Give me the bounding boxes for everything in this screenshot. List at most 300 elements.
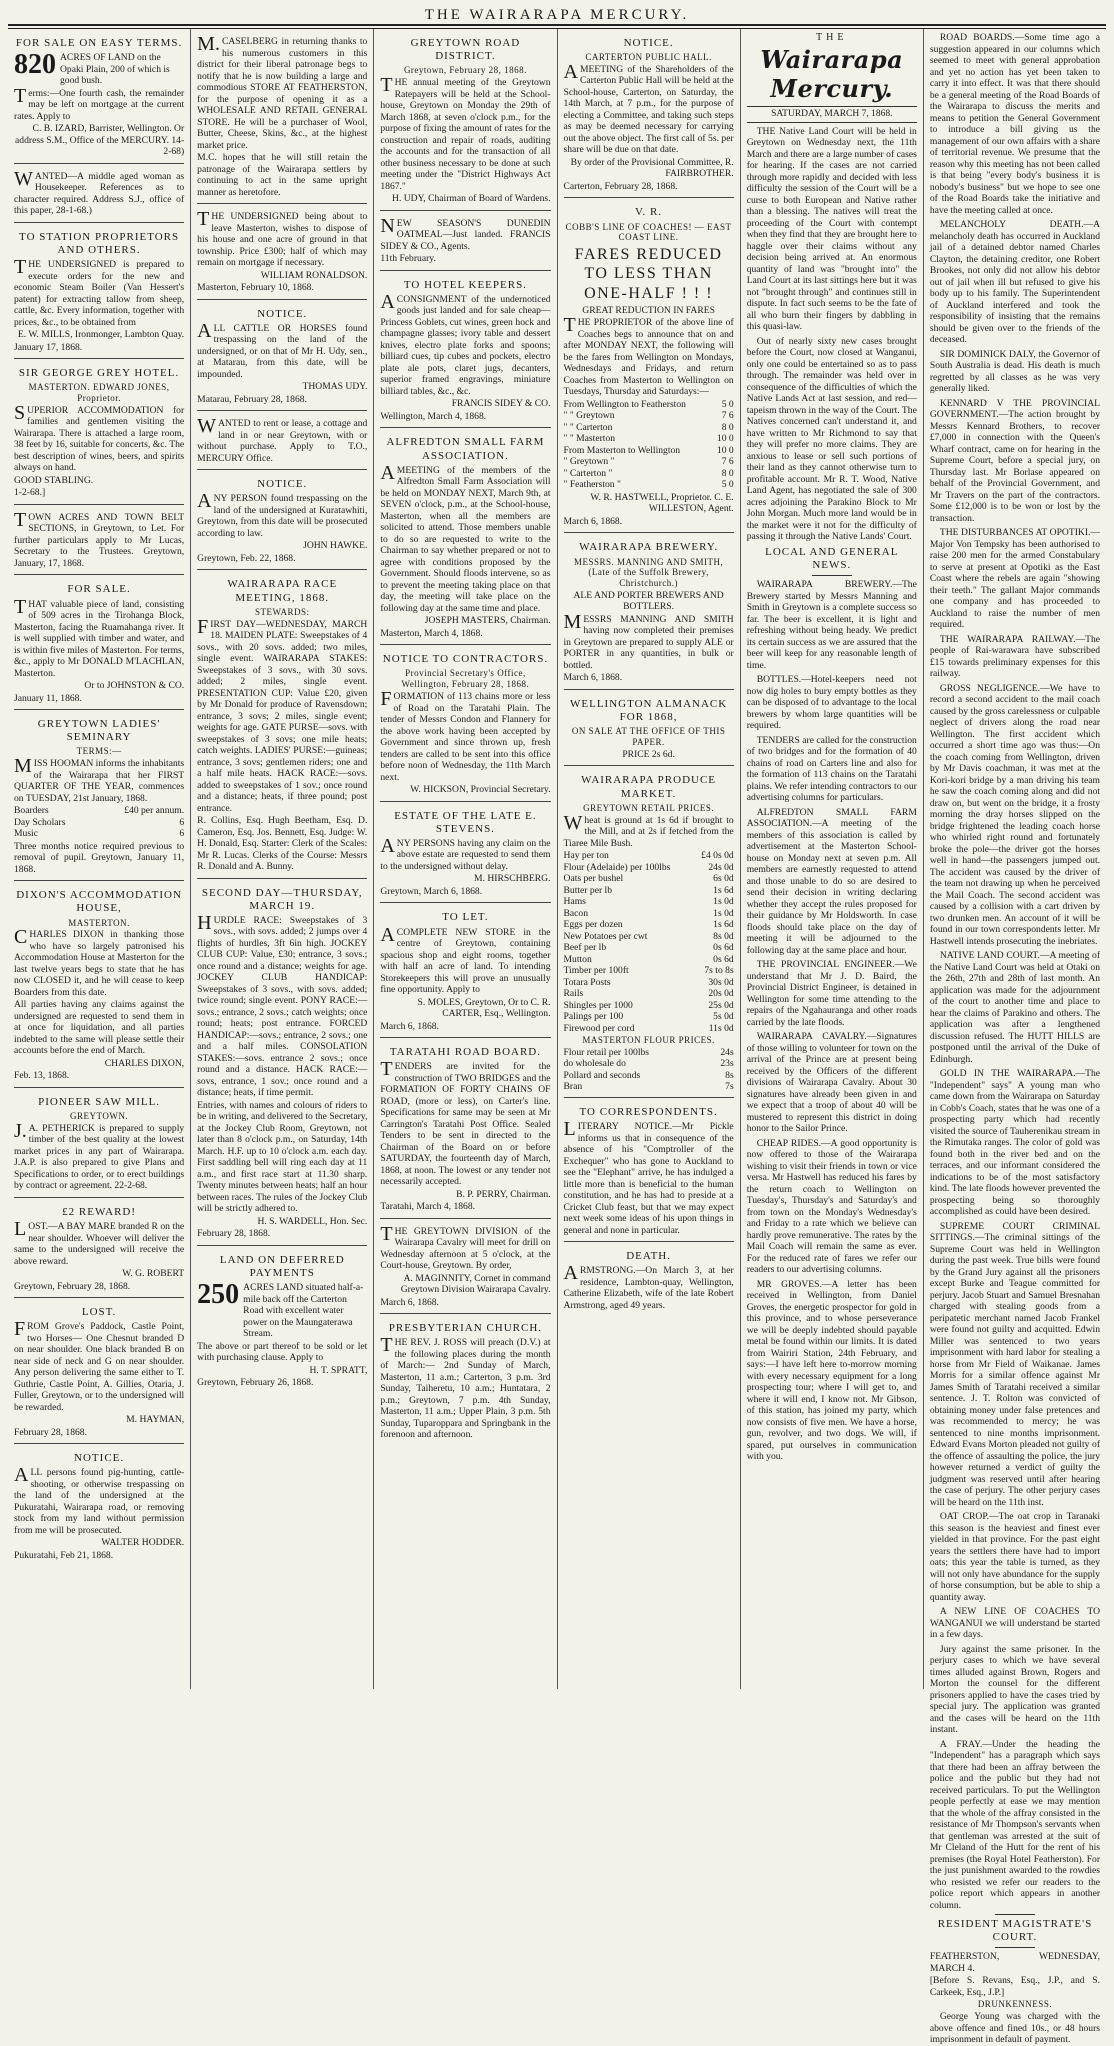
price-item: Totara Posts <box>563 976 611 988</box>
price-item: Firewood per cord <box>563 1022 635 1034</box>
ad-date: March 6, 1868. <box>380 1296 439 1308</box>
advertisement <box>14 1091 184 1198</box>
fare-route: " Featherston " <box>563 479 621 491</box>
ad-extra: R. Collins, Esq. Hugh Beetham, Esq. D. Cameron, Esq. Jos. Bennett, Esq. Judge: W. H. Donald, Esq. Starter: Clerk of the Scales: Mr R. Lucas. Clerks of the Course: Messrs R. Donald and A. Bunny. <box>197 815 368 873</box>
fare-route: From Masterton to Wellington <box>563 444 681 456</box>
news-paragraph: A FRAY.—Under the heading the "Independent" has a paragraph which says that there had been an affray between the police and the public but they had not received particulars. To put the Wellington people perfectly at ease we may mention that the whole of the affray consisted in the resistance of Mr Thompson's servants when that gentleman was arrested at the suit of Mr Cleland of the Hutt for the rent of his premises (the Royal Hotel Featherston). For the just punishment awarded to the rowdies who resisted we refer our readers to the police report which appears in another column. <box>929 1738 1101 1911</box>
divider <box>995 1947 1035 1948</box>
advertisement <box>564 536 734 690</box>
price-item: Flour retail per 100lbs <box>563 1046 650 1058</box>
ad-body: AMEETING of the Shareholders of the Carterton Public Hall will be held at the School-house, Carterton, on Saturday, the 14th March, at 7 p.m., for the purpose of electing a Committee, and taking such steps as may be deemed necessary for carrying out the above object. The first call of 5s. per share will be due on that date. <box>563 60 734 156</box>
ad-body: Terms:—One fourth cash, the remainder may be left on mortgage at the current rates. Apply to <box>14 84 185 122</box>
price-value: 0s 6d <box>713 953 734 965</box>
ad-extra: GOOD STABLING. <box>14 474 94 486</box>
ad-body: ANY PERSONS having any claim on the above estate are requested to send them to the undersigned without delay. <box>380 834 551 872</box>
ad-heading: £2 REWARD! <box>62 1205 137 1218</box>
ad-extra: GREAT REDUCTION IN FARES <box>582 304 715 316</box>
price-value: £4 0s 0d <box>701 850 734 862</box>
ad-heading: WAIRARAPA BREWERY. <box>579 541 719 554</box>
ad-subheading: COBB'S LINE OF COACHES! — EAST COAST LINE. <box>565 221 732 243</box>
editorial-paragraph: Out of nearly sixty new cases brought before the Court, now closed at Wanganui, only one could be entertained so as to pass through. The remainder was held over in consequence of the difficulties of which the Native Lands Act at last session, and red—tapeism thrown in the way of the Court. The Natives concerned can't understand it, and have written to Mr Richmond to say that they will prefer no more claims. They are anxious to lease or sell such portions of their land as they cannot otherwise turn to profitable account. Mr R. T. Wood, Native Land Agent, has negotiated the sale of 300 acres adjoining the Parakino Block to Mr John Morgan. Much more land would be in the market were it not for the difficulty of passing it through the Native Lands' Court. <box>746 335 917 543</box>
ad-date: Matarau, February 28, 1868. <box>197 393 307 405</box>
ad-body: AMEETING of the members of the Alfredton Small Farm Association will be held on MONDAY NEXT, March 9th, at SEVEN o'clock, p.m., at the School-house, Masterton, when all the members are solicited to attend. Those members unable to do so are requested to write to the Chairman to say whether prepared or not to agree with conditions proposed by the Government. Should floods intervene, so as to prevent the meeting taking place on that day, the meeting will take place on the following day at the same time and place. <box>380 461 551 614</box>
price-row <box>564 931 734 943</box>
price-item: Mutton <box>563 953 592 965</box>
ad-date: March 6, 1868. <box>380 1020 439 1032</box>
ad-signature: H. S. WARDELL, Hon. Sec. <box>257 1215 368 1227</box>
price-item: Day Scholars <box>14 816 66 828</box>
news-paragraph: MELANCHOLY DEATH.—A melancholy death has occurred in Auckland jail of a detained debtor named Charles Clayton, the detaining creditor, one Robert Brookes, not only did not allow his debtor out of jail when ill but refused to give his body up to his family. The Superintendent of Auckland interfered and took the responsibility of insisting that the remains should be given over to the friends of the deceased. <box>929 219 1101 345</box>
price-item: Timber per 100ft <box>563 965 629 977</box>
price-item: Rails <box>563 988 584 1000</box>
news-paragraph: ALFREDTON SMALL FARM ASSOCIATION.—A meeting of the members of this association is called by advertisement at the Masterton School-house on Monday next at seven p.m. All members are earnestly requested to attend and those unable to do so are desired to send their decision in writing declaring whether they accept the rules proposed for their guidance by Mr Holdsworth. In case floods should take place on the day of meeting it will be adjourned to the following day at the same place and hour. <box>746 806 917 956</box>
ad-subheading: GREYTOWN. <box>70 1111 129 1122</box>
price-value: 7s <box>725 1081 734 1093</box>
ad-date: 1-2-68.] <box>14 487 46 499</box>
price-item: Flour (Adelaide) per 100lbs <box>563 861 671 873</box>
advertisement <box>380 1041 550 1219</box>
price-value: 7s to 8s <box>704 965 734 977</box>
price-row <box>14 828 184 840</box>
price-value: 5s 0d <box>713 1011 734 1023</box>
price-row <box>564 1070 734 1082</box>
ad-heading: ALFREDTON SMALL FARM ASSOCIATION. <box>386 436 545 462</box>
ad-body: TENDERS are invited for the construction of TWO BRIDGES and the FORMATION OF FORTY CHAINS OF ROAD, (more or less), on Carter's line. Specifications for same may be seen at Mr Carrington's Taratahi Post Office. Sealed Tenders to be sent in directed to the Chairman of the Board on or before SATURDAY, the fourteenth day of March, 1868, at noon. The lowest or any tender not necessarily accepted. <box>380 1058 551 1188</box>
price-value: 8s 0d <box>713 930 734 942</box>
price-item: Butter per lb <box>563 884 613 896</box>
ad-heading: NOTICE. <box>74 1452 125 1465</box>
news-paragraph: MR GROVES.—A letter has been received in Wellington, from Daniel Groves, the energetic prospector for gold in this province, and to whose perseverance we will be deeply indebted should payable metal be found within our limits. It is dated from Wairiri Station, 24th February, and says:—I have left here to-morrow morning with every necessary equipment for a long prospecting tour; where I will get to, and where it will end, I know not. Mr Gibson, of this station, has joined my party, which now consists of five men. We have a horse, gun, revolver, and two dogs. We will, if spared, put ourselves in communication with you. <box>746 1278 917 1463</box>
ad-subheading: MASTERTON. <box>68 917 130 928</box>
advertisement <box>564 32 734 198</box>
ad-body: THAT valuable piece of land, consisting of 509 acres in the Tirohanga Block, Masterton, facing the Ruamahanga river. It is well supplied with timber and water, and is within five miles of Masterton. For terms, &c., apply to Mr DONALD M'LACHLAN, Masterton. <box>14 595 185 679</box>
ad-date: Greytown, February 28, 1868. <box>14 1280 131 1292</box>
price-subheading: MASTERTON FLOUR PRICES. <box>582 1035 715 1046</box>
fare-route: " " Masterton <box>563 433 616 445</box>
ad-heading: LOST. <box>81 1306 117 1319</box>
price-row <box>564 919 734 931</box>
ad-body: TOWN ACRES AND TOWN BELT SECTIONS, in Greytown, to Let. For further particulars apply to Mr Lucas, Secretary to the Trustees. Greytown, January, 17, 1868. <box>14 508 185 569</box>
news-paragraph: BOTTLES.—Hotel-keepers need not now dig holes to bury empty bottles as they can be disposed of to advantage to the local brewers by whom large quantities will be required. <box>746 674 917 732</box>
ad-signature: M. HIRSCHBERG. <box>474 873 551 885</box>
fare-row <box>564 422 734 434</box>
price-row <box>564 1023 734 1035</box>
ad-signature: THOMAS UDY. <box>302 381 368 393</box>
ad-body: NEW SEASON'S DUNEDIN OATMEAL—Just landed. FRANCIS SIDEY & CO., Agents. <box>380 214 551 252</box>
news-paragraph: OAT CROP.—The oat crop in Taranaki this season is the heaviest and finest ever yielded in that province. For the past eight years the settlers there have had to import oats; this year the table is turned, as they will not only have abundance for the supply of horse consumption, but be able to ship a quantity away. <box>929 1511 1101 1603</box>
ad-subheading: STEWARDS: <box>255 606 310 617</box>
ad-date: Greytown, Feb. 22, 1868. <box>197 552 296 564</box>
ad-number: 820 <box>14 49 56 81</box>
advertisement <box>564 769 734 1097</box>
ad-date: Wellington, March 4, 1868. <box>380 410 487 422</box>
ad-date: January 17, 1868. <box>14 341 83 353</box>
advertisement <box>14 226 184 359</box>
ad-subheading: Provincial Secretary's Office, Wellington, February 28, 1868. <box>401 668 530 690</box>
price-value: 1s 0d <box>713 907 734 919</box>
ad-extra: M.C. hopes that he will still retain the patronage of the Wairarapa settlers by continuing to act in the same upright manner as heretofore. <box>197 152 368 198</box>
advertisement <box>380 274 550 429</box>
ad-body: LOST.—A BAY MARE branded R on the near shoulder. Whoever will deliver the same to the undersigned will receive the above reward. <box>14 1218 185 1267</box>
ad-signature: H. T. SPRATT, <box>309 1364 368 1376</box>
price-row <box>564 850 734 862</box>
ad-body: Wheat is ground at 1s 6d if brought to the Mill, and at 2s if fetched from the Tiaree Mile Bush. <box>563 811 734 849</box>
ad-body: MESSRS MANNING AND SMITH having now completed their premises in Greytown are prepared to supply ALE or PORTER in any quantities, in bulk or bottled. <box>563 610 734 671</box>
price-item: Pollard and seconds <box>563 1069 641 1081</box>
price-row <box>564 965 734 977</box>
column-3 <box>373 29 556 1689</box>
news-paragraph: SIR DOMINICK DALY, the Governor of South Australia is dead. His death is much regretted by all classes as he was very generally liked. <box>929 348 1101 394</box>
ad-signature: E. W. MILLS, Ironmonger, Lambton Quay. <box>17 329 185 341</box>
ad-body: LITERARY NOTICE.—Mr Pickle informs us that in consequence of the absence of his "Comptroller of the Exchequer" who has gone to Auckland to see the "Elephant" arrive, he has indulged a little more than is beneficial to the human constitution, and he has had to preside at a Cricket Club feast, but that we may expect next week some ideas of his upon things in general and none in particular. <box>563 1118 734 1236</box>
ad-lead <box>197 1279 367 1340</box>
news-items <box>930 32 1100 1911</box>
advertisement <box>14 508 184 576</box>
news-paragraph: ROAD BOARDS.—Some time ago a suggestion appeared in our columns which seemed to meet with general approbation and yet no action has yet been taken to carry it into effect. It was that there should be a general meeting of the Road Boards of the Wairarapa to discuss the merits and means to petition the General Government to introduce a bill giving us the management of our own affairs with a share of territorial revenue. We presume that the reason why this meeting has not been called is that being "every body's business it is nobody's business" but we hope to see one of the Road Boards take the initiative and have the meeting called at once. <box>929 32 1101 216</box>
price-item: Shingles per 1000 <box>563 999 633 1011</box>
price-row <box>564 977 734 989</box>
ad-date: Masterton, February 10, 1868. <box>197 282 314 293</box>
ad-body: FROM Grove's Paddock, Castle Point, two Horses— One Chesnut branded D on near shoulder. One black branded B on near side of neck and G on near shoulder. Any person delivering the same either to T. Guthrie, Castle Point, A. Gillies, Otaria, J. Fuller, Greytown, or to the undersigned will be rewarded. <box>14 1318 185 1413</box>
fare-row <box>564 433 734 445</box>
advertisement <box>564 693 734 766</box>
ad-signature: B. P. PERRY, Chairman. <box>456 1188 551 1200</box>
ad-signature: M. HAYMAN, <box>126 1414 185 1426</box>
price-item: Hams <box>563 896 586 908</box>
ad-body: FORMATION of 113 chains more or less of Road on the Taratahi Plain. The tender of Messrs Condon and Flannery for the above work having been accepted by Government and since thrown up, fresh tenders are called to be sent into this office before noon of Wednesday, the 11th March next. <box>380 688 551 783</box>
ad-date: Pukuratahi, Feb 21, 1868. <box>14 1549 114 1561</box>
price-item: Hay per ton <box>563 850 609 862</box>
court-heading: RESIDENT MAGISTRATE'S COURT. <box>937 1918 1093 1944</box>
ad-date: February 28, 1868. <box>197 1228 271 1240</box>
price-value: 1s 6d <box>713 884 734 896</box>
ad-body: HURDLE RACE: Sweepstakes of 3 sovs., with sovs. added; 2 jumps over 4 flights of hurdles, 3ft 6in high. JOCKEY CLUB CUP: Value, £30; entrance, 3 sovs.; once round and a distance; weights for age. JOCKEY CLUB HANDICAP: Sweepstakes of 3 sovs., with sovs. added; twice round; single event. PONY RACE:—sovs.; entrance, 2 sovs.; catch weights; once round; heats; post entrance. FORCED HANDICAP:—sovs.; entrance, 2 sovs.; one and a half miles. CONSOLATION STAKES:—sovs. entrance 2 sovs.; once round and a distance. HACK RACE:—sovs, entrance, 1 sov.; once round and a distance; heats, if time permit. <box>197 911 368 1099</box>
ad-signature: JOSEPH MASTERS, Chairman. <box>424 615 551 627</box>
price-row <box>564 954 734 966</box>
fare-route: " " Carterton <box>563 421 613 433</box>
ad-date: Greytown, February 26, 1868. <box>197 1377 314 1389</box>
divider <box>995 1914 1035 1915</box>
ad-heading: ESTATE OF THE LATE E. STEVENS. <box>394 809 537 835</box>
price-row <box>564 873 734 885</box>
divider <box>812 575 852 576</box>
ad-body: MISS HOOMAN informs the inhabitants of the Wairarapa that her FIRST QUARTER OF THE YEAR, commences on TUESDAY, 21st January, 1868. <box>14 755 185 804</box>
price-row <box>564 942 734 954</box>
price-row <box>564 1047 734 1059</box>
fare-route: From Wellington to Featherston <box>563 398 686 410</box>
ad-signature: WILLIAM RONALDSON. <box>260 269 368 281</box>
ad-date: March 6, 1868. <box>563 672 623 684</box>
ad-subheading: ON SALE AT THE OFFICE OF THIS PAPER. <box>571 726 726 748</box>
ad-subheading: GREYTOWN RETAIL PRICES. <box>583 802 715 813</box>
ad-extra: PRICE 2s 6d. <box>622 748 675 760</box>
ad-signature: Or to JOHNSTON & CO. <box>84 680 185 692</box>
advertisement <box>380 648 550 801</box>
ad-body: ALL persons found pig-hunting, cattle-shooting, or otherwise trespassing on the land of the undersigned at the Pukuratahi, Wairarapa road, or removing stock from my land without permission from me will be prosecuted. <box>14 1464 185 1536</box>
price-row <box>564 1000 734 1012</box>
ad-body: ALL CATTLE OR HORSES found trespassing on the land of the undersigned, or on that of Mr H. Udy, sen., at Matarau, from this date, will be impounded. <box>197 319 368 380</box>
advertisement <box>197 303 367 412</box>
fare-price: 5 0 <box>721 479 734 491</box>
price-value: 8s <box>725 1069 734 1081</box>
ad-heading: GREYTOWN ROAD DISTRICT. <box>410 37 521 63</box>
editorial-paragraph: THE Native Land Court will be held in Greytown on Wednesday next, the 11th March and there are a large number of cases for hearing. If the cases are not carried through more rapidly and decided with less difficulty the session of the Court will be a curse to both European and Native rather than a blessing. The natives will treat the proceeding of the Court with contempt when they find that they are brought here to haggle over their claims without any decision being arrived at. An enormous quantity of land was "brought into" the Land Court at its last sittings here but it was not "brought through" and continues still in dispute. In fact such seems to be the fate of all who burn their fingers by dabbling in this quasi-law. <box>746 125 917 333</box>
ad-heading: TO STATION PROPRIETORS AND OTHERS. <box>19 230 180 256</box>
ad-heading: WAIRARAPA RACE MEETING, 1868. <box>227 578 338 604</box>
fare-row <box>564 445 734 457</box>
ad-lead-text: ACRES OF LAND on the Opaki Plain, 200 of which is good bush. <box>60 52 170 87</box>
price-value: 6 <box>179 816 185 828</box>
ad-signature: H. UDY, Chairman of Board of Wardens. <box>392 193 551 205</box>
columns <box>8 28 1106 2046</box>
editorial <box>747 126 917 543</box>
column-1 <box>8 29 190 1689</box>
fare-price: 8 0 <box>721 421 734 433</box>
advertisement <box>380 32 550 211</box>
ad-subheading: MASTERTON. EDWARD JONES, Proprietor. <box>28 382 170 404</box>
column-5-editorial <box>740 29 923 1689</box>
ad-date: Greytown, March 6, 1868. <box>380 885 483 897</box>
ad-heading: NOTICE. <box>257 478 308 491</box>
advertisement <box>14 362 184 505</box>
ad-signature: CHARLES DIXON, <box>104 1057 185 1069</box>
ad-heading: LAND ON DEFERRED PAYMENTS <box>219 1253 345 1280</box>
ad-body: ACOMPLETE NEW STORE in the centre of Greytown, containing spacious shop and eight rooms, together with half an acre of land. To intending Storekeepers this will prove an unusually fine opportunity. Apply to <box>380 923 551 996</box>
news-paragraph: CHEAP RIDES.—A good opportunity is now offered to those of the Wairarapa wishing to visit their friends in town or vice versa. Mr Hastwell has reduced his fares by the return coach to Wellington on Tuesday's, Thursday's and Saturday's and from town on the Monday's Wednesday's and Friday to a rate which we believe can hardly prove remunerative. The rates by the Mail Coach will remain the same as ever. For the reduced rate of fares we refer our readers to our advertising columns. <box>746 1137 917 1276</box>
price-row <box>564 862 734 874</box>
ad-signature: JOHN HAWKE. <box>303 540 368 552</box>
ad-number: 250 <box>197 1279 240 1311</box>
price-item: Eggs per dozen <box>563 919 623 931</box>
ad-heading: PRESBYTERIAN CHURCH. <box>388 1322 543 1335</box>
fare-price: 7 6 <box>721 456 734 468</box>
ad-heading: NOTICE. <box>623 37 674 49</box>
price-row <box>564 908 734 920</box>
ad-body: SUPERIOR ACCOMMODATION for families and gentlemen visiting the Wairarapa. There is attached a large room, 38 feet by 16, suitable for concerts, &c. The best description of wines, beers, and spirits always on hand. <box>14 401 185 474</box>
news-paragraph: A NEW LINE OF COACHES TO WANGANUI we will understand be started in a few days. <box>929 1606 1101 1640</box>
nameplate: Wairarapa Mercury. <box>760 45 904 103</box>
column-4 <box>557 29 740 1689</box>
ad-signature: A. MAGINNITY, Cornet in command Greytown Division Wairarapa Cavalry. <box>400 1272 551 1296</box>
news-paragraph: SUPREME COURT CRIMINAL SITTINGS.—The criminal sittings of the Supreme Court was held in Wellington during the past week. True bills were found by the Grand Jury against all the prisoners except Burke and Teague committed for perjury. Jacob Stuart and Samuel Bresnahan charged with stealing goods from a peripatetic merchant named Jacob Frankel were found not guilty and acquitted. Edwin Miller was sentenced to two years imprisonment with hard labor for stealing a horse from Mr Field of Waikanae. James Morris for a similar offence against Mr James Smith of Taratahi received a similar sentence. J. T. Rolton was convicted of obtaining money under false pretences and was recommended to mercy; he was sentenced to nine months imprisonment. Edward Evans Morton pleaded not guilty of the offence of assaulting the police, the jury however returned a verdict of guilty the judgment was reserved until after hearing the case of perjury. The other perjury cases will be heard on the 11th inst. <box>929 1220 1101 1508</box>
ad-date: Carterton, February 28, 1868. <box>563 180 678 192</box>
advertisement <box>380 1222 550 1315</box>
ad-heading: FOR SALE ON EASY TERMS. <box>15 37 183 49</box>
court-body: George Young was charged with the above offence and fined 10s., or 48 hours imprisonment in default of payment. <box>929 2011 1101 2046</box>
price-value: 24s <box>720 1046 734 1058</box>
price-value: 1s 0d <box>713 896 734 908</box>
ad-heading: WELLINGTON ALMANACK FOR 1868, <box>570 697 728 724</box>
price-row <box>564 885 734 897</box>
ad-body: ANY PERSON found trespassing on the land of the undersigned at Kuratawhiti, Greytown, from this date will be prosecuted according to law. <box>197 490 368 539</box>
advertisement <box>197 573 367 878</box>
price-row <box>14 817 184 829</box>
advertisement <box>14 713 184 881</box>
fare-row <box>564 399 734 411</box>
ad-lead <box>14 49 184 87</box>
price-item: do wholesale do <box>563 1058 626 1070</box>
price-value: 0s 6d <box>713 942 734 954</box>
advertisement <box>14 1301 184 1444</box>
ad-body: ARMSTRONG.—On March 3, at her residence, Lambton-quay, Wellington, Catherine Elizabeth, wife of the late Robert Armstrong, aged 49 years. <box>563 1262 734 1311</box>
price-value: 25s 0d <box>708 999 734 1011</box>
ad-heading: TO HOTEL KEEPERS. <box>403 278 527 291</box>
ad-date: Masterton, March 4, 1868. <box>380 627 483 639</box>
price-item: Oats per bushel <box>563 873 624 885</box>
fare-price: 7 6 <box>721 410 734 422</box>
advertisement <box>380 805 550 904</box>
ad-heading: GREYTOWN LADIES' SEMINARY <box>37 718 161 744</box>
ad-body: THE UNDERSIGNED being about to leave Masterton, wishes to dispose of his house and one acre of ground in that township. Price £300; half of which may remain on mortgage if necessary. <box>197 208 368 268</box>
ad-body: WANTED—A middle aged woman as Housekeeper. References as to character required. Address S.J., office of this paper, 28-1-68.) <box>14 167 185 217</box>
price-row <box>564 1011 734 1023</box>
ad-subheading: MESSRS. MANNING AND SMITH, (Late of the Suffolk Brewery, Christchurch.) <box>573 556 724 589</box>
ad-banner: FARES REDUCED TO LESS THAN ONE-HALF ! ! ! <box>574 246 723 302</box>
ad-body: CHARLES DIXON in thanking those who have so largely patronised his Accommodation House at Masterton for the last twelve years begs to state that he has now CLOSED it, and he will cease to keep Boarders from this date. <box>14 926 185 998</box>
news-paragraph: THE WAIRARAPA RAILWAY.—The people of Rai-warawara have subscribed £15 towards preliminary expenses for this railway. <box>929 633 1101 679</box>
news-paragraph: GROSS NEGLIGENCE.—We have to record a second accident to the mail coach caused by the gross carelessness or culpable neglect of drivers along the road near Wellington. The first accident which occurred a short time ago was thus:—On the coach coming from Wellington, driven by Mr Davis coachman, it was met at the Kori-kori bridge by a man driving his team he saw the coach coming along and did not draw on, but went on the bridge, it a frosty morning the dray horses slipped on the bridge frightened the leading coach horse who whirled right round and fortunately broke the pole—the driver got the horses well in hand—the passengers jumped out. The accident was caused by the driver of the team not drawing up when he perceived the Mail Coach. The second accident was caused by a collision with a cart driven by two drunken men. An account of it will be found in our town correspondents letter. Mr Hastwell intends prosecuting the inebriates. <box>929 682 1101 947</box>
column-2 <box>190 29 373 1689</box>
court-date: FEATHERSTON, WEDNESDAY, MARCH 4. <box>929 1951 1101 1974</box>
ad-body: THE GREYTOWN DIVISION of the Wairarapa Cavalry will meet for drill on Wednesday afternoon at 5 o'clock, at the Court-house, Greytown. By order, <box>380 1222 551 1272</box>
ad-subheading: Greytown, February 28, 1868. <box>403 65 527 76</box>
ad-subheading: CARTERTON PUBLIC HALL. <box>585 52 712 63</box>
ad-extra: Three months notice required previous to removal of pupil. Greytown, January 11, 1868. <box>14 840 185 875</box>
news-paragraph: WAIRARAPA BREWERY.—The Brewery started by Messrs Manning and Smith in Greytown is a complete success so far. The beer is excellent, it is light and refreshing without being heady. We predict its certain success as we are assured that the beer will keep for any reasonable length of time. <box>746 579 917 671</box>
ad-signature: C. B. IZARD, Barrister, Wellington. Or address S.M., Office of the MERCURY. 14-2-68) <box>15 123 185 158</box>
fare-price: 8 0 <box>721 467 734 479</box>
ad-heading: NOTICE. <box>257 307 308 320</box>
price-value: 11s 0d <box>708 1022 734 1034</box>
ad-heading: TO CORRESPONDENTS. <box>579 1105 718 1118</box>
nameplate-the: THE <box>816 32 848 43</box>
fare-row <box>564 410 734 422</box>
ad-date: March 6, 1868. <box>563 515 623 527</box>
ad-heading: SECOND DAY—THURSDAY, MARCH 19. <box>201 886 363 912</box>
price-row <box>14 805 184 817</box>
advertisement <box>564 1245 734 1316</box>
price-value: 6 <box>179 828 185 840</box>
fare-price: 10 0 <box>716 444 734 456</box>
price-value: 23s <box>720 1058 734 1070</box>
page-running-head: THE WAIRARAPA MERCURY. <box>8 6 1106 26</box>
news-paragraph: THE DISTURBANCES AT OPOTIKI.—Major Von Tempsky has been authorised to raise 200 men for the armed Constabulary to serve at present at Opotiki as the East Coast where the rebels are again "showing their teeth." The gallant Major commands one company and has proceeded to Auckland to raise the number of men required. <box>929 527 1101 630</box>
ad-heading: TARATAHI ROAD BOARD. <box>389 1046 542 1059</box>
news-paragraph: THE PROVINCIAL ENGINEER.—We understand that Mr J. D. Baird, the Provincial District Engineer, is detained in Wellington for some time attending to the repairs of the Ngahauranga and other roads carried by the late floods. <box>746 959 917 1028</box>
news-paragraph: WAIRARAPA CAVALRY.—Signatures of those willing to volunteer for town on the arrival of the Prince are at present being received by the Officers of the different divisions of Wairarapa Cavalry. About 30 signatures have already been given in and we expect that a troop of about 40 will be mustered to represent this district in doing honor to the Sailor Prince. <box>746 1031 917 1135</box>
ad-body: J.A. PETHERICK is prepared to supply timber of the best quality at the lowest market prices in any part of Wairarapa. J.A.P. is also prepared to give Plans and Specifications to order, or to erect buildings by contract or agreement. 22-2-68. <box>14 1119 185 1192</box>
news-paragraph: Jury against the same prisoner. In the perjury cases to which we have several times alluded against Brown, Rogers and Morton the counsel for the different prisoners applied to have the cases tried by special jury. The application was granted and the cases will be heard on the 11th instant. <box>929 1643 1101 1735</box>
ad-date: 11th February. <box>380 253 436 265</box>
price-row <box>564 1058 734 1070</box>
price-item: Bacon <box>563 907 589 919</box>
price-row <box>564 1081 734 1093</box>
advertisement <box>14 32 184 164</box>
ad-extra: Entries, with names and colours of riders to be in writing, and delivered to the Secretary, at the Jockey Club Room, Greytown, not later than 8 o'clock p.m., on Saturday, 14th March. H.F. up to 10 o'clock a.m. each day. First saddling bell will ring each day at 11 a.m., and first race start at 11.30 sharp. Twenty minutes between heats; half an hour between races. The rules of the Jockey Club will be strictly adhered to. <box>197 1099 368 1215</box>
ad-date: Taratahi, March 4, 1868. <box>380 1201 476 1213</box>
fare-route: " Greytown " <box>563 456 615 468</box>
price-row <box>564 988 734 1000</box>
advertisement <box>380 906 550 1038</box>
price-value: 30s 0d <box>708 976 734 988</box>
price-value: 20s 0d <box>708 988 734 1000</box>
ad-signature: S. MOLES, Greytown, Or to C. R. CARTER, Esq., Wellington. <box>417 996 551 1020</box>
advertisement <box>380 431 550 645</box>
fare-route: " " Greytown <box>563 410 615 422</box>
advertisement <box>197 207 367 300</box>
local-news <box>747 579 917 1463</box>
ad-heading: PIONEER SAW MILL. <box>38 1095 161 1108</box>
news-paragraph: GOLD IN THE WAIRARAPA.—The "Independent" says" A young man who came down from the Wairarapa on Saturday in Cobb's Coach, states that he was one of a prospecting party which had recently visited the source of Tauherenikau stream in the Rimutaka ranges. The color of gold was found both in the river bed and on the terraces, and our informant considered the indications to be of the most satisfactory kind. The late floods however prevented the prospecting being so thoroughly accomplished as could have been desired. <box>929 1068 1101 1217</box>
advertisement <box>197 882 367 1246</box>
ad-body: FIRST DAY—WEDNESDAY, MARCH 18. MAIDEN PLATE: Sweepstakes of 4 sovs., with 20 sovs. added; two miles, single event. WAIRARAPA STAKES: Sweepstakes of 3 sovs., with 30 sovs. added; 2 miles, single event. PRESENTATION CUP: Value £20, given by Mr Donald for produce of Ravensdown; entrance, 3 sovs; 2 miles, single event; weights for age. GATE PURSE—sovs. with sweepstakes of 3 sovs; one mile heats; catch weights. LADIES' PURSE:—guineas; entrance, 3 sovs; gentlemen riders; one and a half mile heats. HACK RACE:—sovs. added to sweepstakes of 1 sov.; once round and a distance; heats, if three pound; post entrance. <box>197 615 368 814</box>
news-paragraph: NATIVE LAND COURT.—A meeting of the Native Land Court was held at Otaki on the 26th, 27th and 28th of last month. An application was made for the adjournment of the court to another time and place to hear the claims of Parakino and others. The application was after a lengthened discussion refused. The HUTT HILLS are postponed until the arrival of the Duke of Edinburgh. <box>929 950 1101 1065</box>
price-value: 1s 6d <box>713 919 734 931</box>
local-news-heading: LOCAL AND GENERAL NEWS. <box>765 545 899 572</box>
advertisement <box>14 1201 184 1298</box>
ad-heading: FOR SALE. <box>67 583 131 596</box>
price-row <box>564 896 734 908</box>
fare-row <box>564 468 734 480</box>
ad-date: Feb. 13, 1868. <box>14 1070 70 1082</box>
price-value: £40 per annum. <box>124 805 185 817</box>
fare-price: 10 0 <box>716 433 734 445</box>
ad-body: THE annual meeting of the Greytown Ratepayers will be held at the School-house, Greytown on Monday the 29th of March 1868, at seven o'clock p.m., for the purpose of fixing the amount of rates for the construction and repair of roads, auditing the accounts and for the transaction of all other business necessary to be done at such meeting under the "District Highways Act 1867." <box>380 74 551 192</box>
fare-row <box>564 479 734 491</box>
price-item: New Potatoes per cwt <box>563 930 648 942</box>
advertisement <box>14 1447 184 1566</box>
news-paragraph: KENNARD V THE PROVINCIAL GOVERNMENT.—The action brought by Messrs Kennard Brothers, to recover £7,000 in connection with the Queen's Wharf contract, came on for hearing in the Supreme Court, before a special jury, on Thursday last. Mr Borlase appeared on behalf of the Provincial Government, and Mr Travers on the part of the contractors. Some £12,000 is to be won or lost by the transaction. <box>929 397 1101 524</box>
advertisement <box>380 214 550 271</box>
ad-body: THE UNDERSIGNED is prepared to execute orders for the new and economic Steam Boiler (Van Hessert's patent) for extracting tallow from sheep, cattle, &c. Every information, together with prices, &c., to be obtained from <box>14 256 185 328</box>
ad-signature: By order of the Provisional Committee, R. FAIRBROTHER. <box>570 156 734 180</box>
ad-heading: DIXON'S ACCOMMODATION HOUSE, <box>16 889 182 915</box>
price-item: Beef per lb <box>563 942 607 954</box>
news-paragraph: TENDERS are called for the construction of two bridges and for the formation of 40 chains of road on Carters line and also for the formation of 113 chains on the Taratahi plains. We refer intending contractors to our advertising columns for particulars. <box>746 734 917 804</box>
fare-row <box>564 456 734 468</box>
ad-extra: The above or part thereof to be sold or let with purchasing clause. Apply to <box>197 1340 368 1364</box>
advertisement <box>14 884 184 1088</box>
ad-date: February 28, 1868. <box>14 1426 88 1438</box>
ad-body: ACONSIGNMENT of the undernoticed goods just landed and for sale cheap— Princess Goblets, cut wines, green hock and champagne glasses; ivory table and dessert knives, electro plate forks and spoons; billiard cues, tip cubes and pockets, electro plate ale pots, claret jugs, decanters, superior framed engravings, miniature billiard tables, &c., &c. <box>380 290 551 397</box>
fare-price: 5 0 <box>721 398 734 410</box>
issue-date: SATURDAY, MARCH 7, 1868. <box>747 106 917 123</box>
ad-extra: ALE AND PORTER BREWERS AND BOTTLERS. <box>573 589 724 613</box>
price-item: Music <box>14 828 38 840</box>
advertisement <box>14 167 184 223</box>
ad-signature: FRANCIS SIDEY & CO. <box>451 398 551 410</box>
ad-signature: W. G. ROBERT <box>122 1268 185 1280</box>
advertisement <box>380 1317 550 1446</box>
price-value: 24s 0d <box>708 861 734 873</box>
ad-date: January 11, 1868. <box>14 692 82 704</box>
ad-heading: NOTICE TO CONTRACTORS. <box>382 653 549 666</box>
column-6-news <box>923 29 1106 2046</box>
ad-heading: V. R. <box>635 206 663 219</box>
ad-heading: TO LET. <box>442 911 489 924</box>
price-item: Bran <box>563 1081 583 1093</box>
court-subhead: DRUNKENNESS. <box>977 1999 1053 2010</box>
ad-heading: SIR GEORGE GREY HOTEL. <box>18 367 180 380</box>
court-bench: [Before S. Revans, Esq., J.P., and S. Carkeek, Esq., J.P.] <box>929 1975 1101 1998</box>
ad-signature: W. R. HASTWELL, Proprietor. C. E. WILLESTON, Agent. <box>590 491 734 515</box>
advertisement <box>197 1249 367 1394</box>
ad-signature: W. HICKSON, Provincial Secretary. <box>410 784 551 796</box>
price-item: Boarders <box>14 805 49 817</box>
advertisement <box>197 32 367 204</box>
advertisement <box>14 578 184 710</box>
price-item: Palings per 100 <box>563 1011 624 1023</box>
